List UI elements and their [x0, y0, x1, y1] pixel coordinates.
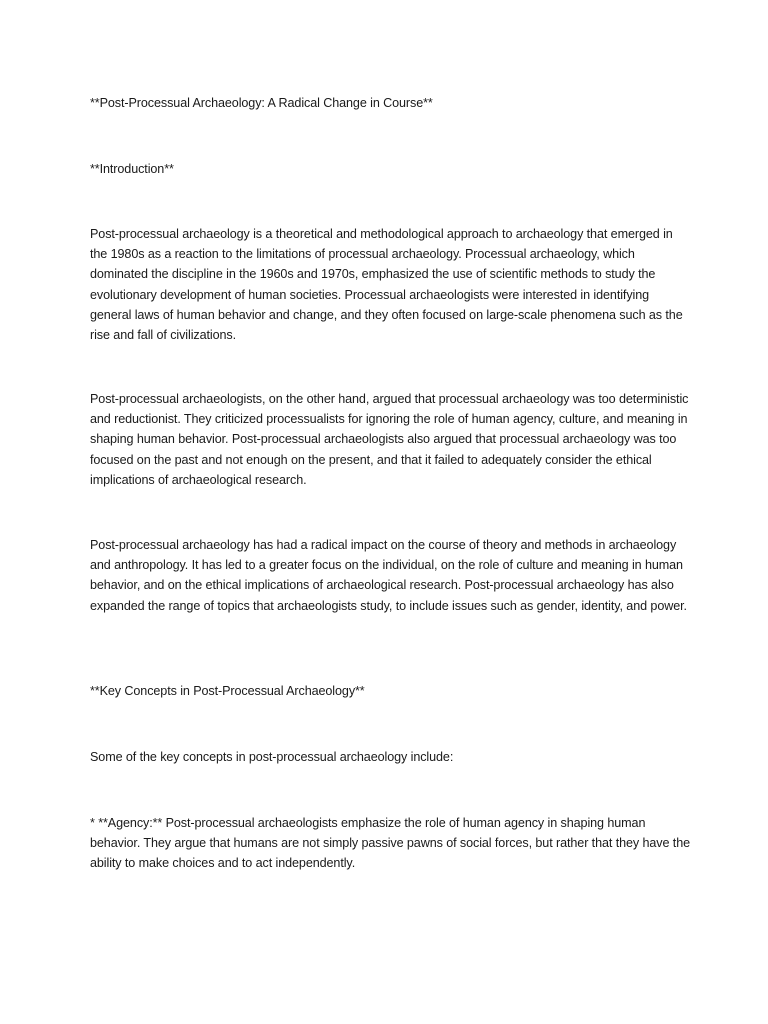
paragraph-3: Post-processual archaeology has had a radical impact on the course of theory and methods in archaeology and anthropology. It has led to a greater focus on the individual, on the role of culture and meaning in human behavior, and on the ethical implications of archaeological research. Post-processual archaeology has also expanded the range of topics that archaeologists study, to include issues such as gender, identity, and power.	[90, 538, 687, 613]
paragraph-2: Post-processual archaeologists, on the other hand, argued that processual archaeology was too deterministic and reductionist. They criticized processualists for ignoring the role of human agency, culture, and meaning in shaping human behavior. Post-processual archaeologists also argued that processual archaeology was too focused on the past and not enough on the present, and that it failed to adequately consider the ethical implications of archaeological research.	[90, 392, 689, 487]
bullet-agency: * **Agency:** Post-processual archaeologists emphasize the role of human agency in shaping human behavior. They argue that humans are not simply passive pawns of social forces, but rather that they have the ability to make choices and to act independently.	[90, 816, 691, 871]
paragraph-1: Post-processual archaeology is a theoretical and methodological approach to archaeology that emerged in the 1980s as a reaction to the limitations of processual archaeology. Processual archaeology, which dominated the discipline in the 1960s and 1970s, emphasized the use of scientific methods to study the evolutionary development of human societies. Processual archaeologists were interested in identifying general laws of human behavior and change, and they often focused on large-scale phenomena such as the rise and fall of civilizations.	[90, 227, 683, 343]
introduction-heading: **Introduction**	[90, 162, 174, 176]
key-concepts-intro: Some of the key concepts in post-processual archaeology include:	[90, 750, 454, 764]
document-title: **Post-Processual Archaeology: A Radical Change in Course**	[90, 96, 433, 110]
key-concepts-heading: **Key Concepts in Post-Processual Archaeology**	[90, 684, 365, 698]
